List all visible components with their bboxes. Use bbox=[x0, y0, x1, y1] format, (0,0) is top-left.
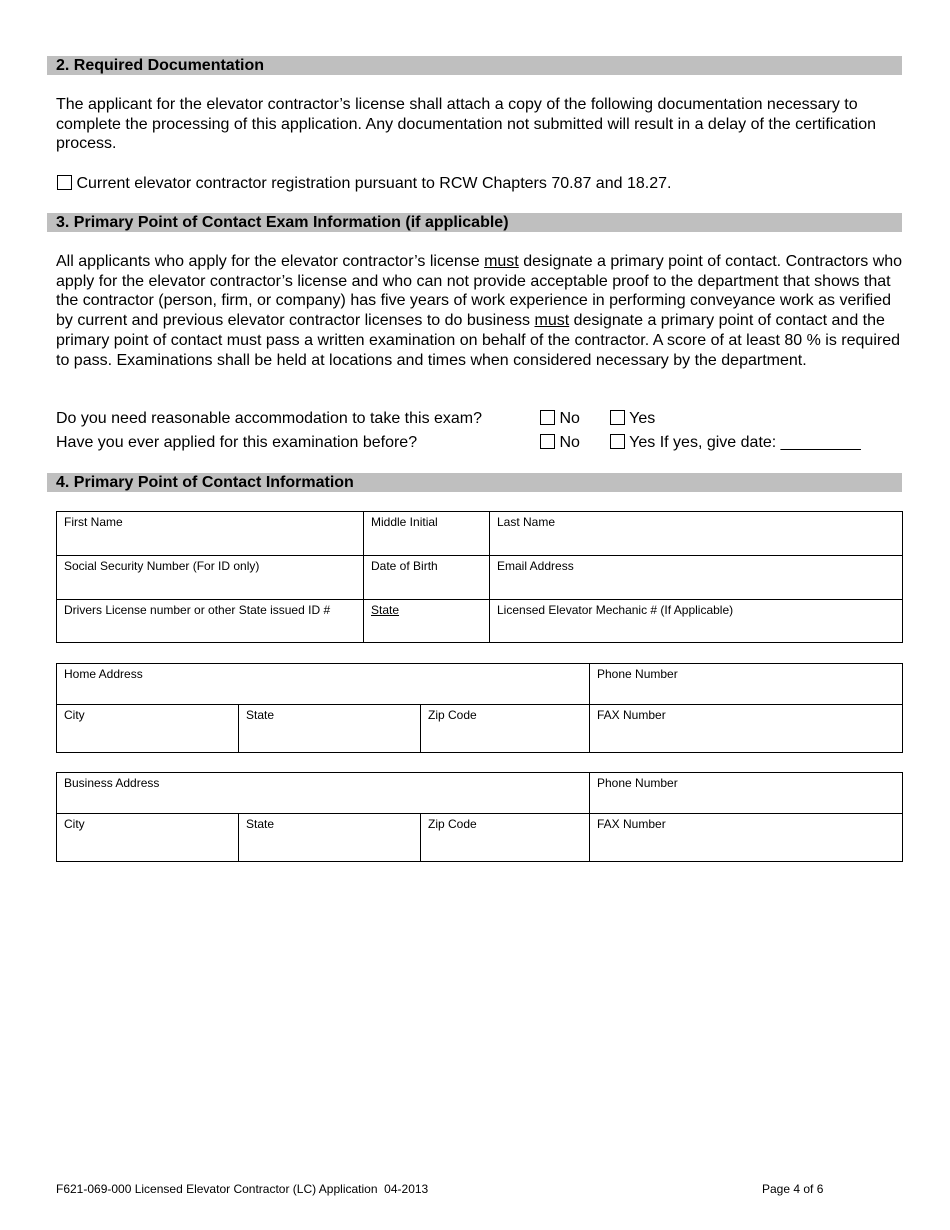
section-2-paragraph: The applicant for the elevator contractor’s license shall attach a copy of the following documentation necessary to complete the processing of this application. Any documentation not submitted will result in a delay of the certification process. bbox=[56, 96, 877, 153]
first-name-field[interactable] bbox=[57, 512, 364, 556]
home-address-table bbox=[56, 663, 903, 753]
drivers-license-field[interactable] bbox=[57, 600, 364, 643]
applied-no-checkbox[interactable] bbox=[540, 434, 555, 449]
business-phone-label: Phone Number bbox=[597, 776, 678, 790]
home-fax-label: FAX Number bbox=[597, 708, 666, 722]
middle-initial-field[interactable] bbox=[364, 512, 490, 556]
home-state-field[interactable] bbox=[239, 705, 421, 753]
home-zip-field[interactable] bbox=[421, 705, 590, 753]
business-state-field[interactable] bbox=[239, 814, 421, 862]
section-3-text-2: designate a primary point of contact. Contractors who apply for the elevator contractor’s license and who can not provide acceptable proof to the department that shows that the contractor (person, firm, or company) has five years of work experience in performing conveyance work as verified by current and previous elevator contractor licenses to do business bbox=[56, 253, 903, 330]
first-name-label: First Name bbox=[64, 515, 123, 529]
business-address-field[interactable] bbox=[57, 773, 590, 814]
applied-yes-checkbox[interactable] bbox=[610, 434, 625, 449]
applied-no-option bbox=[540, 433, 580, 453]
id-state-label: State bbox=[371, 603, 400, 617]
mechanic-number-label: Licensed Elevator Mechanic # (If Applicable) bbox=[497, 603, 734, 617]
business-address-table bbox=[56, 772, 903, 862]
home-city-label: City bbox=[64, 708, 85, 722]
dob-label: Date of Birth bbox=[371, 559, 438, 573]
section-3-text-3: designate a primary point of contact and the primary point of contact must pass a written examination on behalf of the contractor. A score of at least 80 % is required to pass. Examinations shall be held at locations and times when considered necessary by the department. bbox=[56, 312, 900, 369]
home-address-label: Home Address bbox=[64, 667, 143, 681]
accommodation-yes-label: Yes bbox=[629, 410, 656, 427]
home-state-label: State bbox=[246, 708, 275, 722]
registration-checkbox[interactable] bbox=[57, 175, 72, 190]
home-phone-label: Phone Number bbox=[597, 667, 678, 681]
email-field[interactable] bbox=[490, 556, 903, 600]
accommodation-yes-checkbox[interactable] bbox=[610, 410, 625, 425]
personal-info-table bbox=[56, 511, 903, 643]
home-fax-field[interactable] bbox=[590, 705, 903, 753]
dob-field[interactable] bbox=[364, 556, 490, 600]
business-fax-field[interactable] bbox=[590, 814, 903, 862]
applied-no-label: No bbox=[559, 434, 580, 451]
accommodation-no-label: No bbox=[559, 410, 580, 427]
business-address-label: Business Address bbox=[64, 776, 160, 790]
business-city-label: City bbox=[64, 817, 85, 831]
section-3-paragraph bbox=[56, 252, 904, 370]
last-name-label: Last Name bbox=[497, 515, 556, 529]
accommodation-question: Do you need reasonable accommodation to take this exam? bbox=[56, 410, 483, 427]
drivers-license-label: Drivers License number or other State issued ID # bbox=[64, 603, 331, 617]
middle-initial-label: Middle Initial bbox=[371, 515, 438, 529]
id-state-field[interactable] bbox=[364, 600, 490, 643]
section-3-must-1: must bbox=[484, 253, 519, 270]
accommodation-yes-option bbox=[610, 409, 655, 429]
ssn-label: Social Security Number (For ID only) bbox=[64, 559, 260, 573]
home-zip-label: Zip Code bbox=[428, 708, 477, 722]
applied-yes-option bbox=[610, 433, 861, 453]
footer-form-id: F621-069-000 Licensed Elevator Contractor (LC) Application 04-2013 bbox=[56, 1182, 429, 1196]
accommodation-no-option bbox=[540, 409, 580, 429]
business-fax-label: FAX Number bbox=[597, 817, 666, 831]
home-phone-field[interactable] bbox=[590, 664, 903, 705]
applied-before-question: Have you ever applied for this examination before? bbox=[56, 434, 418, 451]
business-city-field[interactable] bbox=[57, 814, 239, 862]
section-4-header: 4. Primary Point of Contact Information bbox=[47, 473, 902, 492]
home-address-field[interactable] bbox=[57, 664, 590, 705]
last-name-field[interactable] bbox=[490, 512, 903, 556]
registration-checkbox-row bbox=[57, 174, 671, 194]
section-3-header: 3. Primary Point of Contact Exam Information (if applicable) bbox=[47, 213, 902, 232]
home-city-field[interactable] bbox=[57, 705, 239, 753]
section-3-must-2: must bbox=[534, 312, 570, 330]
registration-checkbox-label: Current elevator contractor registration pursuant to RCW Chapters 70.87 and 18.27. bbox=[76, 175, 672, 192]
section-2-header: 2. Required Documentation bbox=[47, 56, 902, 75]
business-state-label: State bbox=[246, 817, 275, 831]
exam-date-field[interactable]: If yes, give date: _________ bbox=[659, 434, 861, 451]
email-label: Email Address bbox=[497, 559, 574, 573]
section-3-text-1: All applicants who apply for the elevator contractor’s license bbox=[56, 253, 485, 270]
applied-yes-label: Yes bbox=[629, 434, 656, 451]
footer-page-number: Page 4 of 6 bbox=[762, 1182, 824, 1196]
business-phone-field[interactable] bbox=[590, 773, 903, 814]
business-zip-label: Zip Code bbox=[428, 817, 477, 831]
accommodation-no-checkbox[interactable] bbox=[540, 410, 555, 425]
ssn-field[interactable] bbox=[57, 556, 364, 600]
mechanic-number-field[interactable] bbox=[490, 600, 903, 643]
business-zip-field[interactable] bbox=[421, 814, 590, 862]
